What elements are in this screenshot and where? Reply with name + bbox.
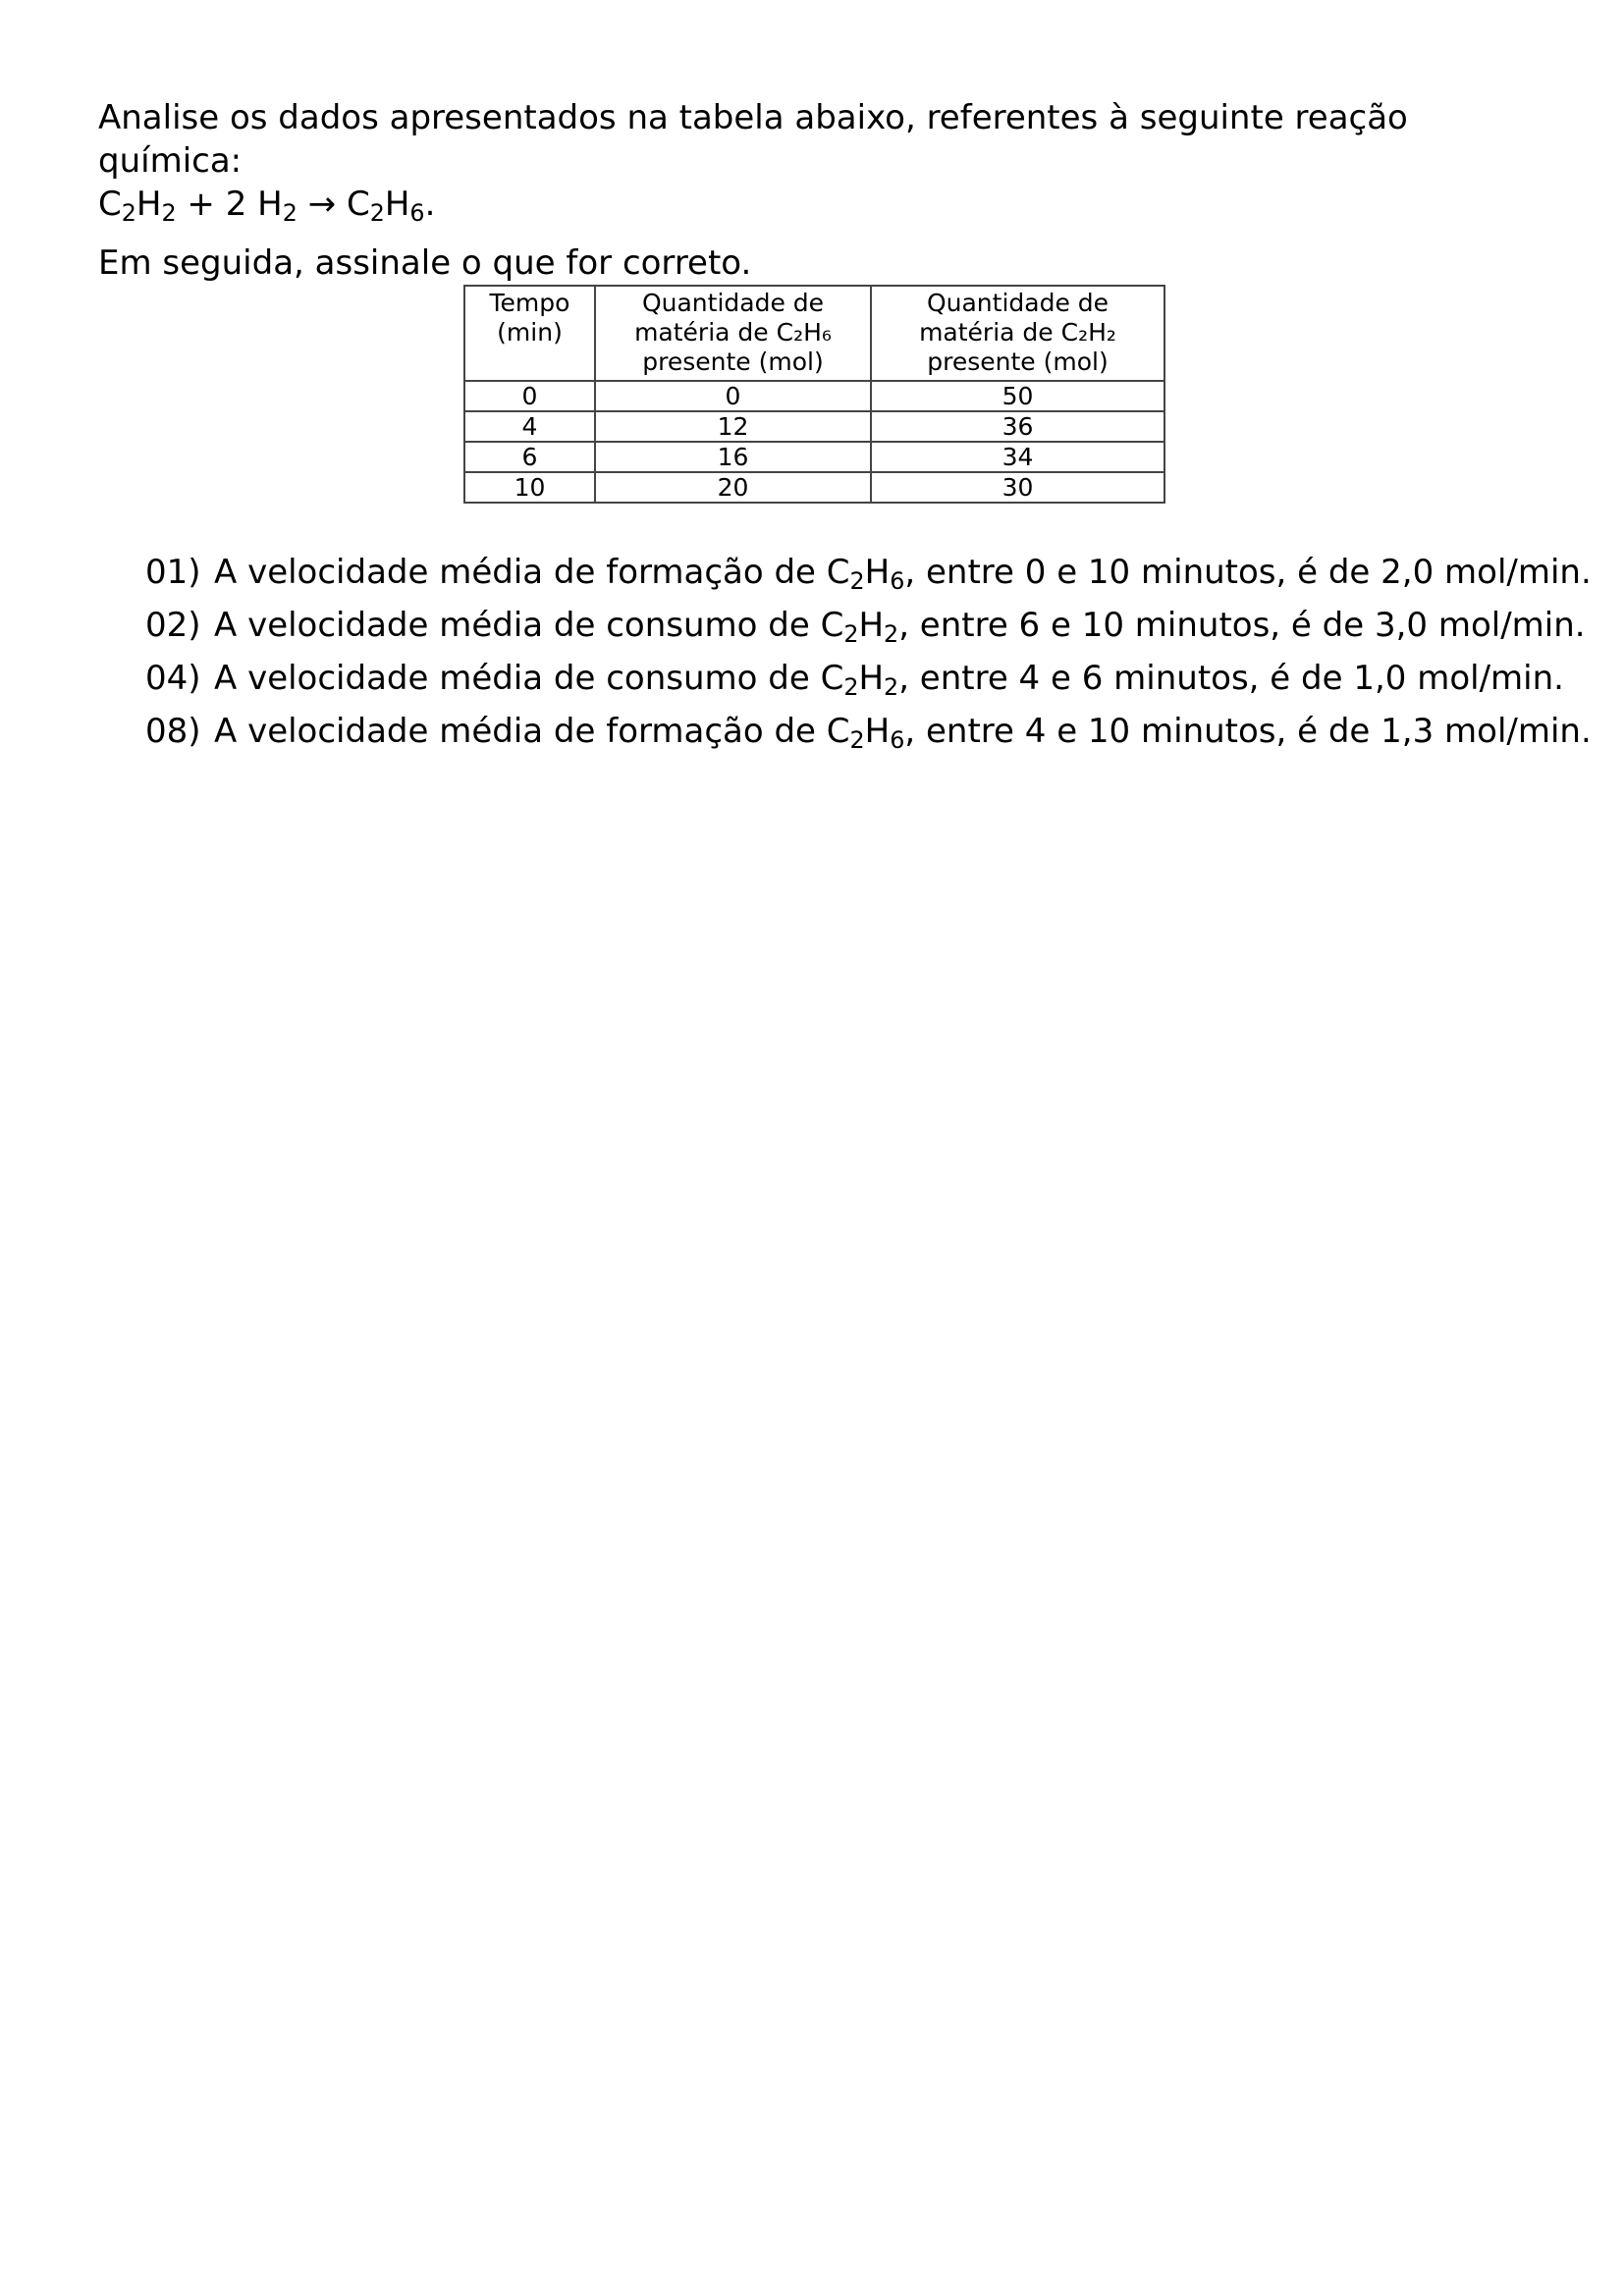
cell-tempo: 0 [464, 381, 595, 411]
table-row [464, 472, 1164, 503]
header-c2h6: Quantidade de matéria de C₂H₆ presente (mol) [595, 286, 871, 381]
option-01[interactable]: 01) A velocidade média de formação de $C_2H_6$, entre 0 e 10 minutos, é de 2,0 mol/min. [145, 546, 1592, 599]
option-number: 04) [145, 659, 201, 698]
table-header-row [464, 286, 1164, 381]
option-02[interactable]: 02) A velocidade média de consumo de $C_2H_2$, entre 6 e 10 minutos, é de 3,0 mol/min. [145, 599, 1592, 652]
option-number: 01) [145, 553, 201, 592]
cell-tempo: 6 [464, 442, 595, 472]
reaction-equation: $C_2H_2 + 2$ $H_2 \to C_2H_6$. [98, 185, 436, 227]
cell-tempo: 4 [464, 411, 595, 442]
question-intro [98, 96, 1532, 226]
cell-c2h6: 16 [595, 442, 871, 472]
option-04[interactable]: 04) A velocidade média de consumo de $C_2H_2$, entre 4 e 6 minutos, é de 1,0 mol/min. [145, 652, 1592, 705]
header-tempo: Tempo (min) [464, 286, 595, 381]
table-row [464, 381, 1164, 411]
cell-c2h6: 20 [595, 472, 871, 503]
cell-tempo: 10 [464, 472, 595, 503]
option-number: 02) [145, 606, 201, 645]
cell-c2h2: 30 [871, 472, 1164, 503]
instruction-text: Em seguida, assinale o que for correto. [98, 243, 752, 283]
cell-c2h2: 50 [871, 381, 1164, 411]
table-row [464, 411, 1164, 442]
reaction-data-table [463, 285, 1165, 504]
question-page [98, 96, 1592, 754]
cell-c2h6: 12 [595, 411, 871, 442]
option-08[interactable]: 08) A velocidade média de formação de $C_2H_6$, entre 4 e 10 minutos, é de 1,3 mol/min. [145, 705, 1592, 758]
intro-text: Analise os dados apresentados na tabela abaixo, referentes à seguinte reação química: [98, 98, 1408, 181]
header-c2h2: Quantidade de matéria de C₂H₂ presente (mol) [871, 286, 1164, 381]
cell-c2h2: 34 [871, 442, 1164, 472]
table-row [464, 442, 1164, 472]
cell-c2h2: 36 [871, 411, 1164, 442]
answer-options [145, 546, 1592, 758]
cell-c2h6: 0 [595, 381, 871, 411]
option-number: 08) [145, 712, 201, 751]
